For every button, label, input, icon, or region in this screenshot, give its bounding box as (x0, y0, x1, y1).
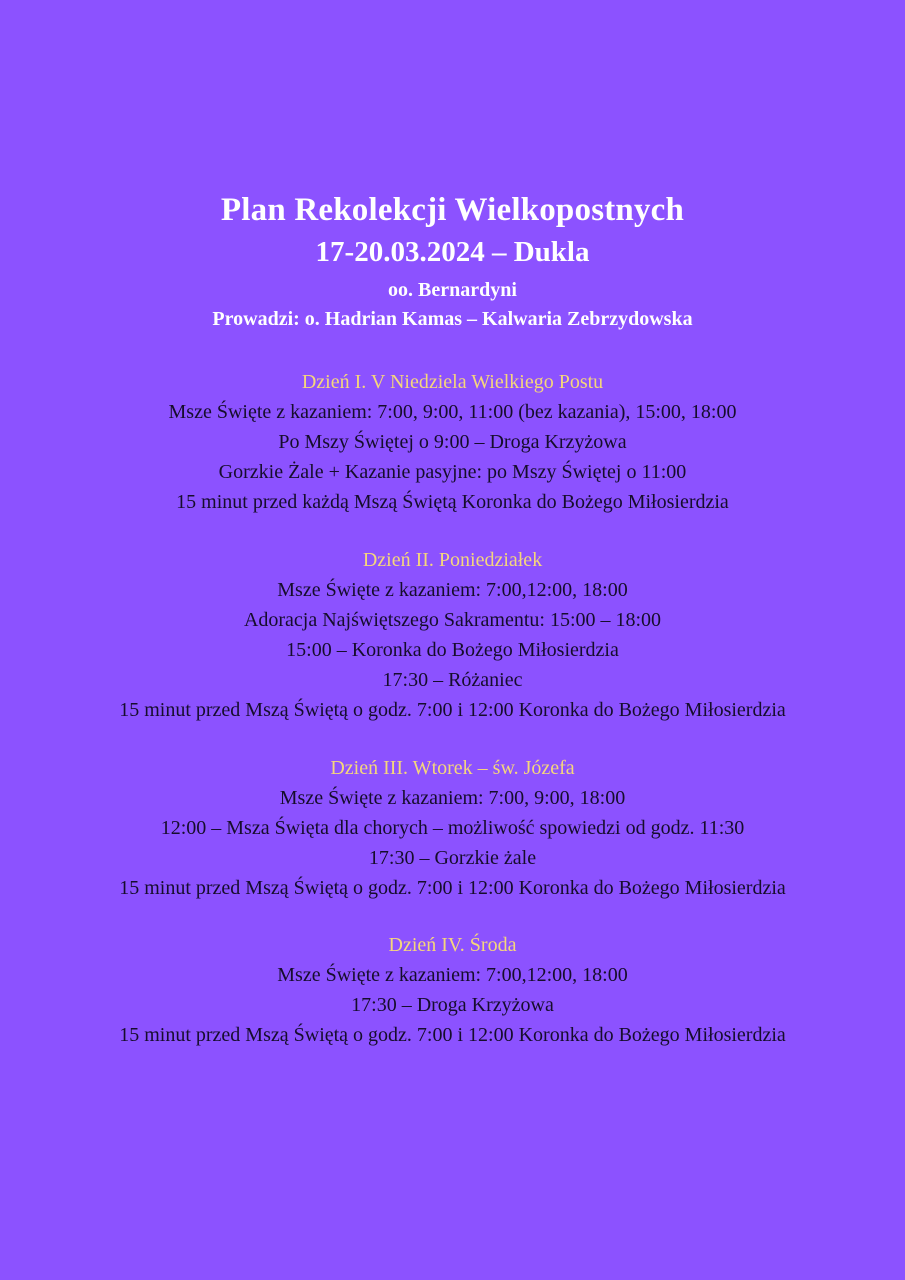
day-1-section (0, 367, 905, 517)
day-2-line: Msze Święte z kazaniem: 7:00,12:00, 18:00 (277, 579, 628, 601)
day-4-line: Msze Święte z kazaniem: 7:00,12:00, 18:00 (277, 964, 628, 986)
poster-dates-location: 17-20.03.2024 – Dukla (315, 236, 590, 268)
day-3-line: 12:00 – Msza Święta dla chorych – możliwość spowiedzi od godz. 11:30 (160, 817, 745, 839)
day-2-line: 17:30 – Różaniec (382, 669, 523, 691)
day-3-line: 17:30 – Gorzkie żale (368, 847, 537, 869)
day-1-line: 15 minut przed każdą Mszą Świętą Koronka do Bożego Miłosierdzia (176, 491, 729, 513)
day-3-line: Msze Święte z kazaniem: 7:00, 9:00, 18:00 (279, 787, 626, 809)
day-2-section (0, 545, 905, 725)
day-4-heading: Dzień IV. Środa (388, 934, 517, 956)
religious-order: oo. Bernardyni (388, 279, 517, 301)
retreat-leader: Prowadzi: o. Hadrian Kamas – Kalwaria Zebrzydowska (212, 308, 693, 330)
day-3-section (0, 753, 905, 903)
day-2-line: 15 minut przed Mszą Świętą o godz. 7:00 i 12:00 Koronka do Bożego Miłosierdzia (119, 699, 786, 721)
day-1-line: Gorzkie Żale + Kazanie pasyjne: po Mszy Świętej o 11:00 (218, 461, 687, 483)
day-1-line: Msze Święte z kazaniem: 7:00, 9:00, 11:00 (bez kazania), 15:00, 18:00 (168, 401, 737, 423)
day-1-heading: Dzień I. V Niedziela Wielkiego Postu (301, 371, 604, 393)
day-3-heading: Dzień III. Wtorek – św. Józefa (330, 757, 575, 779)
day-2-line: Adoracja Najświętszego Sakramentu: 15:00 – 18:00 (243, 609, 662, 631)
day-4-line: 15 minut przed Mszą Świętą o godz. 7:00 i 12:00 Koronka do Bożego Miłosierdzia (119, 1024, 786, 1046)
poster-header (0, 188, 905, 334)
day-4-line: 17:30 – Droga Krzyżowa (351, 994, 554, 1016)
poster-title: Plan Rekolekcji Wielkopostnych (220, 192, 685, 228)
day-2-line: 15:00 – Koronka do Bożego Miłosierdzia (286, 639, 619, 661)
day-4-section (0, 930, 905, 1050)
day-2-heading: Dzień II. Poniedziałek (362, 549, 543, 571)
day-3-line: 15 minut przed Mszą Świętą o godz. 7:00 i 12:00 Koronka do Bożego Miłosierdzia (119, 877, 786, 899)
day-1-line: Po Mszy Świętej o 9:00 – Droga Krzyżowa (278, 431, 627, 453)
